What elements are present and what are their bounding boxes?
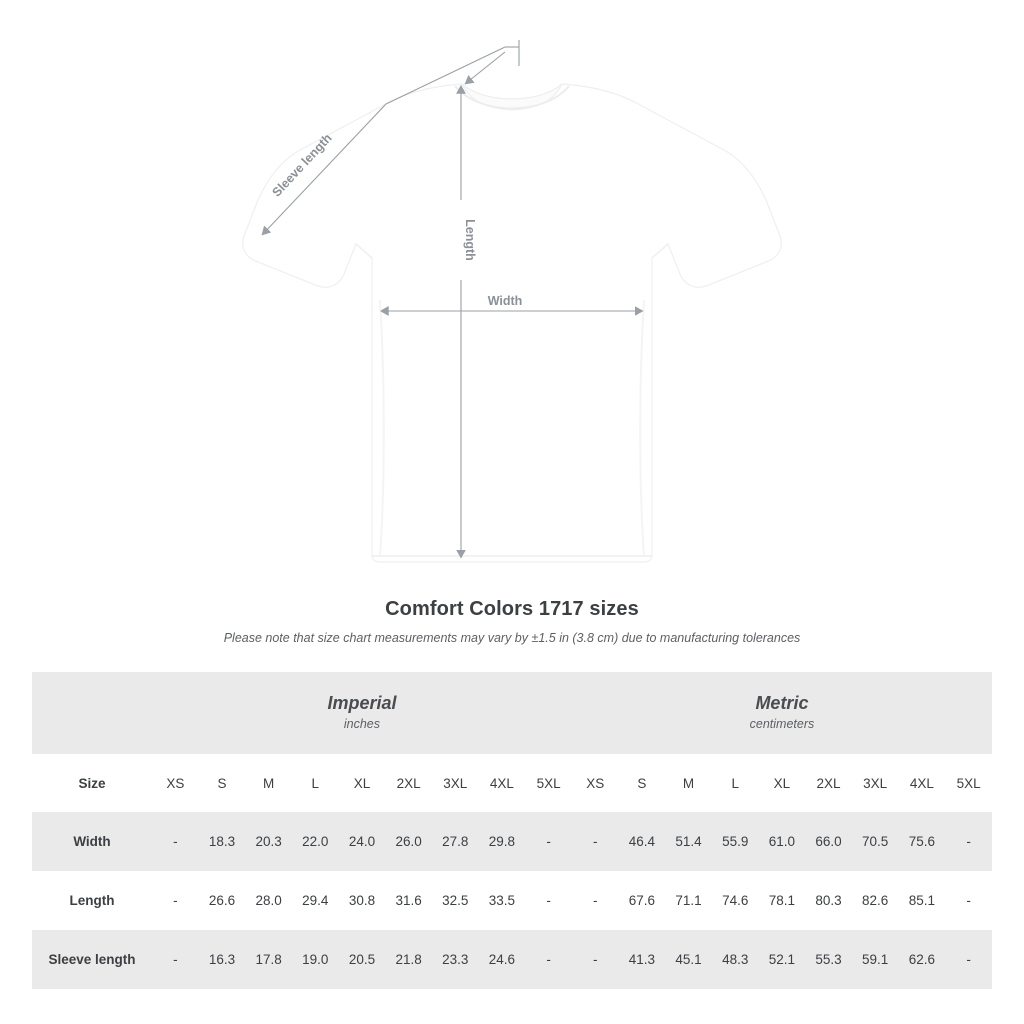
- size-header-metric-4xl: 4XL: [899, 754, 946, 812]
- size-table-wrapper: [32, 672, 992, 989]
- cell-length-metric-l: 74.6: [712, 871, 759, 930]
- cell-length-metric-s: 67.6: [619, 871, 666, 930]
- size-header-imperial-4xl: 4XL: [479, 754, 526, 812]
- cell-width-metric-xl: 61.0: [759, 812, 806, 871]
- row-label: Length: [32, 871, 152, 930]
- table-corner-cell: [32, 672, 152, 754]
- table-row: [32, 871, 992, 930]
- cell-length-imperial-4xl: 33.5: [479, 871, 526, 930]
- page-title: Comfort Colors 1717 sizes: [385, 598, 639, 620]
- cell-sleeve-length-metric-m: 45.1: [665, 930, 712, 989]
- cell-length-imperial-xs: -: [152, 871, 199, 930]
- cell-length-imperial-l: 29.4: [292, 871, 339, 930]
- cell-width-metric-3xl: 70.5: [852, 812, 899, 871]
- width-label: Width: [487, 294, 523, 308]
- size-header-imperial-s: S: [199, 754, 246, 812]
- size-header-imperial-3xl: 3XL: [432, 754, 479, 812]
- size-column-label: Size: [32, 754, 152, 812]
- row-label: Width: [32, 812, 152, 871]
- cell-sleeve-length-imperial-5xl: -: [525, 930, 572, 989]
- cell-sleeve-length-imperial-xs: -: [152, 930, 199, 989]
- unit-group-subtitle: centimeters: [749, 716, 815, 731]
- cell-sleeve-length-imperial-3xl: 23.3: [432, 930, 479, 989]
- cell-sleeve-length-metric-s: 41.3: [619, 930, 666, 989]
- cell-width-imperial-xs: -: [152, 812, 199, 871]
- cell-width-imperial-s: 18.3: [199, 812, 246, 871]
- cell-width-metric-m: 51.4: [665, 812, 712, 871]
- size-header-imperial-5xl: 5XL: [525, 754, 572, 812]
- cell-width-imperial-xl: 24.0: [339, 812, 386, 871]
- tshirt-shape: [243, 84, 781, 562]
- cell-length-metric-3xl: 82.6: [852, 871, 899, 930]
- cell-sleeve-length-imperial-m: 17.8: [245, 930, 292, 989]
- size-header-imperial-xs: XS: [152, 754, 199, 812]
- size-header-metric-2xl: 2XL: [805, 754, 852, 812]
- size-header-row: [32, 754, 992, 812]
- size-header-metric-s: S: [619, 754, 666, 812]
- cell-sleeve-length-imperial-2xl: 21.8: [385, 930, 432, 989]
- size-header-metric-5xl: 5XL: [945, 754, 992, 812]
- unit-group-header-metric: [572, 672, 992, 754]
- size-header-imperial-2xl: 2XL: [385, 754, 432, 812]
- size-header-metric-xs: XS: [572, 754, 619, 812]
- cell-length-imperial-m: 28.0: [245, 871, 292, 930]
- cell-width-metric-5xl: -: [945, 812, 992, 871]
- cell-sleeve-length-imperial-xl: 20.5: [339, 930, 386, 989]
- cell-sleeve-length-imperial-s: 16.3: [199, 930, 246, 989]
- size-header-imperial-m: M: [245, 754, 292, 812]
- unit-group-title: Imperial: [327, 693, 397, 714]
- table-row: [32, 812, 992, 871]
- cell-width-metric-xs: -: [572, 812, 619, 871]
- unit-group-subtitle: inches: [343, 716, 381, 731]
- sleeve-length-label: Sleeve length: [269, 131, 335, 200]
- unit-group-header-row: [32, 672, 992, 754]
- cell-width-imperial-m: 20.3: [245, 812, 292, 871]
- unit-group-header-imperial: [152, 672, 572, 754]
- size-table: [32, 672, 992, 989]
- size-header-metric-3xl: 3XL: [852, 754, 899, 812]
- cell-width-imperial-5xl: -: [525, 812, 572, 871]
- cell-length-metric-5xl: -: [945, 871, 992, 930]
- chart-header: [0, 598, 1024, 645]
- size-header-imperial-xl: XL: [339, 754, 386, 812]
- cell-sleeve-length-imperial-l: 19.0: [292, 930, 339, 989]
- cell-sleeve-length-metric-5xl: -: [945, 930, 992, 989]
- cell-width-metric-4xl: 75.6: [899, 812, 946, 871]
- cell-width-metric-s: 46.4: [619, 812, 666, 871]
- cell-width-imperial-l: 22.0: [292, 812, 339, 871]
- unit-group-title: Metric: [755, 693, 809, 714]
- cell-sleeve-length-metric-3xl: 59.1: [852, 930, 899, 989]
- cell-sleeve-length-metric-xl: 52.1: [759, 930, 806, 989]
- cell-length-imperial-xl: 30.8: [339, 871, 386, 930]
- row-label: Sleeve length: [32, 930, 152, 989]
- cell-width-metric-l: 55.9: [712, 812, 759, 871]
- length-label: Length: [463, 219, 477, 261]
- cell-width-imperial-4xl: 29.8: [479, 812, 526, 871]
- cell-sleeve-length-metric-4xl: 62.6: [899, 930, 946, 989]
- cell-sleeve-length-metric-xs: -: [572, 930, 619, 989]
- cell-width-metric-2xl: 66.0: [805, 812, 852, 871]
- cell-length-metric-xs: -: [572, 871, 619, 930]
- cell-length-metric-2xl: 80.3: [805, 871, 852, 930]
- cell-length-imperial-5xl: -: [525, 871, 572, 930]
- cell-length-metric-4xl: 85.1: [899, 871, 946, 930]
- cell-length-imperial-2xl: 31.6: [385, 871, 432, 930]
- cell-sleeve-length-imperial-4xl: 24.6: [479, 930, 526, 989]
- cell-length-imperial-3xl: 32.5: [432, 871, 479, 930]
- cell-length-imperial-s: 26.6: [199, 871, 246, 930]
- tolerance-note: Please note that size chart measurements may vary by ±1.5 in (3.8 cm) due to manufacturing tolerances: [223, 631, 801, 645]
- cell-length-metric-m: 71.1: [665, 871, 712, 930]
- size-header-metric-m: M: [665, 754, 712, 812]
- cell-sleeve-length-metric-l: 48.3: [712, 930, 759, 989]
- cell-sleeve-length-metric-2xl: 55.3: [805, 930, 852, 989]
- size-header-metric-l: L: [712, 754, 759, 812]
- table-row: [32, 930, 992, 989]
- cell-length-metric-xl: 78.1: [759, 871, 806, 930]
- size-header-imperial-l: L: [292, 754, 339, 812]
- size-header-metric-xl: XL: [759, 754, 806, 812]
- cell-width-imperial-3xl: 27.8: [432, 812, 479, 871]
- cell-width-imperial-2xl: 26.0: [385, 812, 432, 871]
